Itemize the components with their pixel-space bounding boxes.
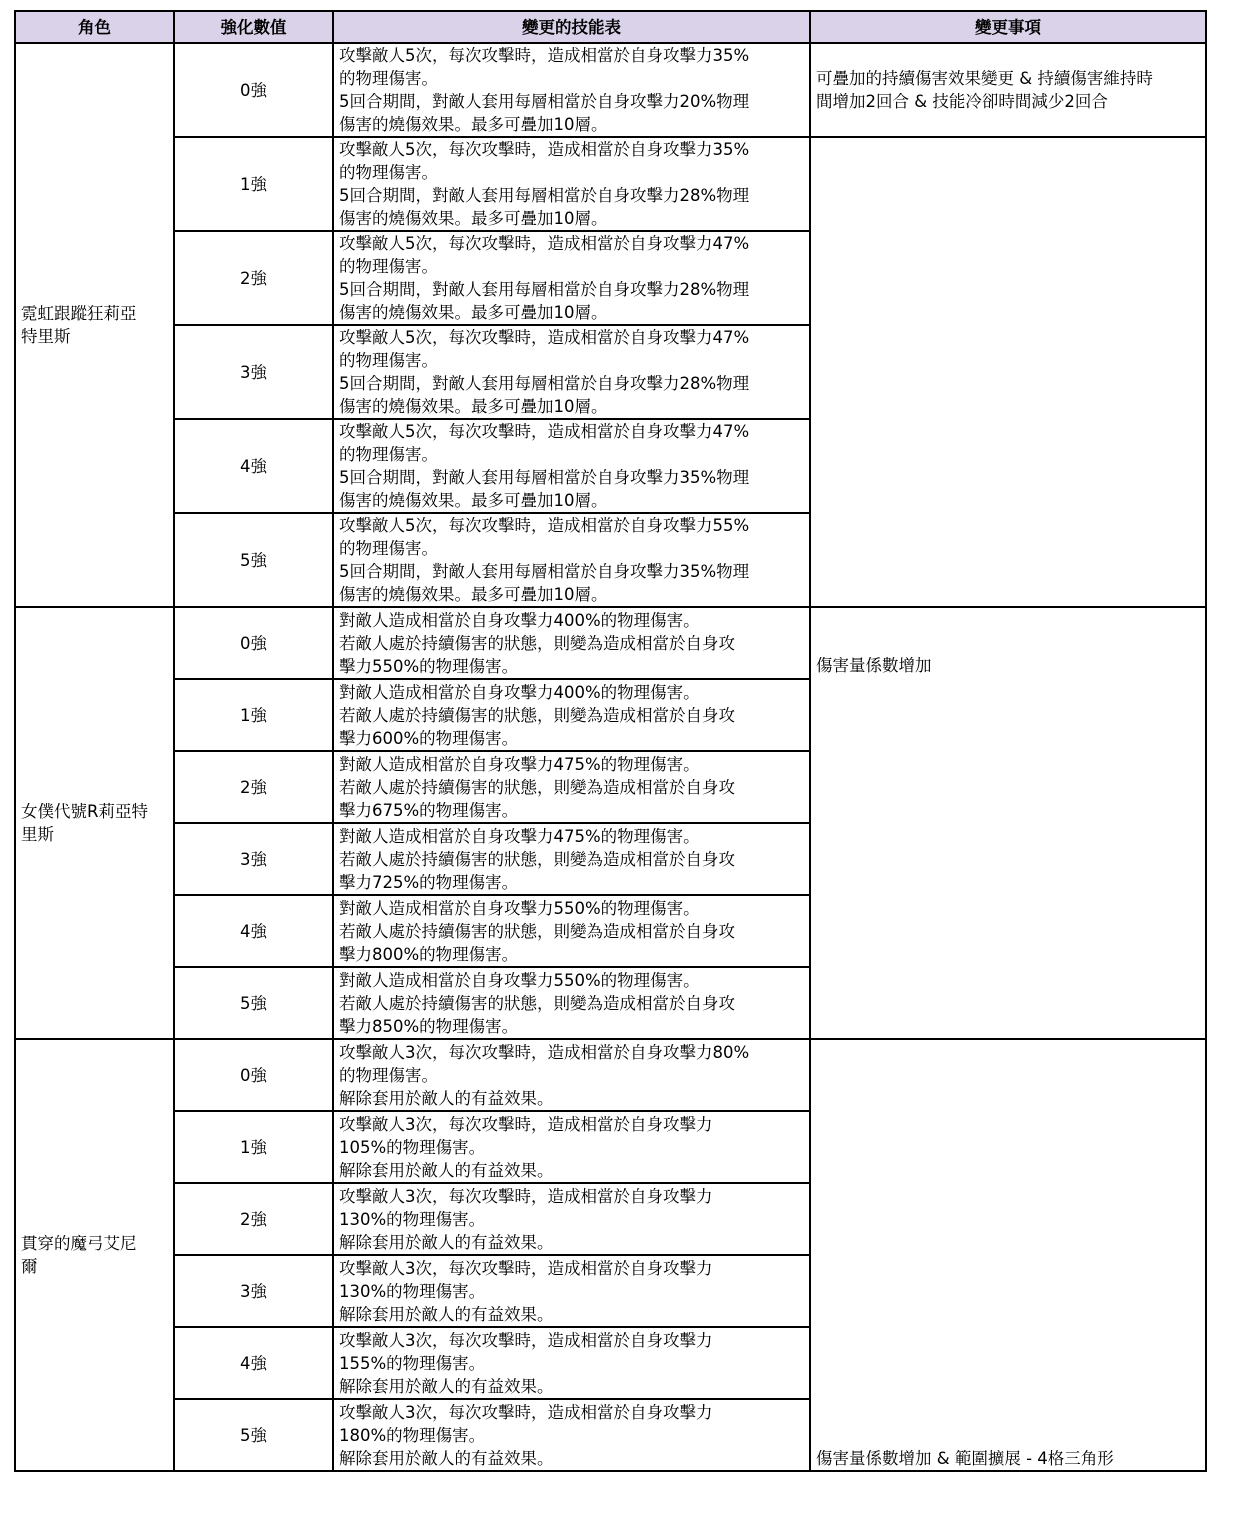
skill-cell (333, 679, 810, 751)
change-line: 間增加2回合 & 技能冷卻時間減少2回合 (816, 92, 1108, 111)
skill-line: 攻擊敵人3次，每次攻擊時，造成相當於自身攻擊力 (339, 1114, 713, 1134)
level-cell: 0強 (174, 1039, 333, 1111)
skill-line: 130%的物理傷害。 (339, 1281, 486, 1301)
skill-line: 對敵人造成相當於自身攻擊力475%的物理傷害。 (339, 754, 700, 774)
skill-line: 擊力600%的物理傷害。 (339, 728, 519, 748)
level-cell: 3強 (174, 1255, 333, 1327)
skill-line: 攻擊敵人3次，每次攻擊時，造成相當於自身攻擊力 (339, 1186, 713, 1206)
skill-line: 傷害的燒傷效果。最多可疊加10層。 (339, 115, 608, 134)
skill-cell (333, 1111, 810, 1183)
skill-line: 若敵人處於持續傷害的狀態，則變為造成相當於自身攻 (339, 921, 735, 941)
change-cell (810, 607, 1206, 1039)
skill-cell (333, 751, 810, 823)
character-name-line: 爾 (21, 1257, 38, 1276)
header-skill: 變更的技能表 (333, 11, 810, 43)
skill-line: 傷害的燒傷效果。最多可疊加10層。 (339, 491, 608, 510)
level-cell: 1強 (174, 679, 333, 751)
level-cell: 2強 (174, 231, 333, 325)
character-name-line: 里斯 (21, 825, 54, 844)
level-cell: 2強 (174, 1183, 333, 1255)
character-name-line: 霓虹跟蹤狂莉亞 (21, 304, 137, 323)
skill-line: 擊力675%的物理傷害。 (339, 800, 519, 820)
change-line: 傷害量係數增加 (816, 656, 932, 675)
skill-line: 擊力850%的物理傷害。 (339, 1016, 519, 1036)
skill-line: 攻擊敵人5次，每次攻擊時，造成相當於自身攻擊力47% (339, 328, 750, 347)
skill-cell (333, 419, 810, 513)
header-row (15, 11, 1206, 43)
skill-line: 傷害的燒傷效果。最多可疊加10層。 (339, 209, 608, 228)
skill-line: 5回合期間，對敵人套用每層相當於自身攻擊力28%物理 (339, 280, 750, 299)
table-row (15, 607, 1206, 679)
skill-line: 攻擊敵人3次，每次攻擊時，造成相當於自身攻擊力 (339, 1330, 713, 1350)
level-cell: 0強 (174, 607, 333, 679)
level-cell: 0強 (174, 43, 333, 137)
skill-line: 對敵人造成相當於自身攻擊力475%的物理傷害。 (339, 826, 700, 846)
skill-line: 5回合期間，對敵人套用每層相當於自身攻擊力20%物理 (339, 92, 750, 111)
skill-cell (333, 325, 810, 419)
skill-line: 解除套用於敵人的有益效果。 (339, 1160, 554, 1180)
skill-line: 攻擊敵人5次，每次攻擊時，造成相當於自身攻擊力35% (339, 140, 750, 159)
skill-line: 5回合期間，對敵人套用每層相當於自身攻擊力35%物理 (339, 468, 750, 487)
skill-line: 對敵人造成相當於自身攻擊力550%的物理傷害。 (339, 898, 700, 918)
skill-line: 的物理傷害。 (339, 257, 438, 276)
skill-line: 若敵人處於持續傷害的狀態，則變為造成相當於自身攻 (339, 993, 735, 1013)
level-cell: 4強 (174, 895, 333, 967)
header-change: 變更事項 (810, 11, 1206, 43)
skill-line: 攻擊敵人3次，每次攻擊時，造成相當於自身攻擊力80% (339, 1042, 750, 1062)
skill-line: 攻擊敵人3次，每次攻擊時，造成相當於自身攻擊力 (339, 1258, 713, 1278)
skill-line: 對敵人造成相當於自身攻擊力400%的物理傷害。 (339, 610, 700, 630)
skill-line: 的物理傷害。 (339, 351, 438, 370)
header-character: 角色 (15, 11, 174, 43)
skill-line: 的物理傷害。 (339, 69, 438, 88)
skill-line: 的物理傷害。 (339, 539, 438, 558)
character-name-line: 特里斯 (21, 327, 71, 346)
level-cell: 3強 (174, 823, 333, 895)
skill-line: 若敵人處於持續傷害的狀態，則變為造成相當於自身攻 (339, 633, 735, 653)
skill-line: 180%的物理傷害。 (339, 1425, 486, 1445)
change-line: 可疊加的持續傷害效果變更 & 持續傷害維持時 (816, 69, 1153, 88)
skill-line: 5回合期間，對敵人套用每層相當於自身攻擊力28%物理 (339, 374, 750, 393)
skill-line: 解除套用於敵人的有益效果。 (339, 1448, 554, 1468)
skill-cell (333, 513, 810, 607)
table-row (15, 1039, 1206, 1111)
skill-line: 解除套用於敵人的有益效果。 (339, 1304, 554, 1324)
skill-line: 攻擊敵人3次，每次攻擊時，造成相當於自身攻擊力 (339, 1402, 713, 1422)
table-row (15, 43, 1206, 137)
level-cell: 4強 (174, 419, 333, 513)
character-name-line: 女僕代號R莉亞特 (21, 802, 148, 821)
skill-cell (333, 1039, 810, 1111)
skill-cell (333, 895, 810, 967)
skill-cell (333, 607, 810, 679)
skill-line: 105%的物理傷害。 (339, 1137, 486, 1157)
skill-line: 5回合期間，對敵人套用每層相當於自身攻擊力35%物理 (339, 562, 750, 581)
table-row (15, 137, 1206, 231)
level-cell: 5強 (174, 967, 333, 1039)
skill-line: 的物理傷害。 (339, 445, 438, 464)
skill-change-table (14, 10, 1207, 1472)
skill-line: 的物理傷害。 (339, 163, 438, 182)
skill-line: 攻擊敵人5次，每次攻擊時，造成相當於自身攻擊力55% (339, 516, 750, 535)
level-cell: 1強 (174, 1111, 333, 1183)
skill-cell (333, 1255, 810, 1327)
skill-line: 解除套用於敵人的有益效果。 (339, 1376, 554, 1396)
character-name-cell (15, 1039, 174, 1471)
character-name-cell (15, 607, 174, 1039)
skill-line: 若敵人處於持續傷害的狀態，則變為造成相當於自身攻 (339, 705, 735, 725)
skill-cell (333, 1327, 810, 1399)
skill-line: 對敵人造成相當於自身攻擊力550%的物理傷害。 (339, 970, 700, 990)
skill-line: 傷害的燒傷效果。最多可疊加10層。 (339, 303, 608, 322)
skill-line: 對敵人造成相當於自身攻擊力400%的物理傷害。 (339, 682, 700, 702)
skill-cell (333, 231, 810, 325)
level-cell: 3強 (174, 325, 333, 419)
skill-line: 5回合期間，對敵人套用每層相當於自身攻擊力28%物理 (339, 186, 750, 205)
character-name-cell (15, 43, 174, 607)
skill-cell (333, 1399, 810, 1471)
skill-line: 若敵人處於持續傷害的狀態，則變為造成相當於自身攻 (339, 849, 735, 869)
skill-cell (333, 967, 810, 1039)
skill-cell (333, 1183, 810, 1255)
skill-line: 若敵人處於持續傷害的狀態，則變為造成相當於自身攻 (339, 777, 735, 797)
skill-line: 擊力800%的物理傷害。 (339, 944, 519, 964)
skill-line: 攻擊敵人5次，每次攻擊時，造成相當於自身攻擊力47% (339, 234, 750, 253)
skill-line: 解除套用於敵人的有益效果。 (339, 1088, 554, 1108)
skill-line: 擊力550%的物理傷害。 (339, 656, 519, 676)
skill-line: 傷害的燒傷效果。最多可疊加10層。 (339, 397, 608, 416)
change-cell-empty (810, 137, 1206, 607)
header-level: 強化數值 (174, 11, 333, 43)
skill-line: 155%的物理傷害。 (339, 1353, 486, 1373)
skill-cell (333, 823, 810, 895)
change-cell (810, 1039, 1206, 1471)
change-cell (810, 43, 1206, 137)
skill-line: 130%的物理傷害。 (339, 1209, 486, 1229)
skill-line: 的物理傷害。 (339, 1065, 438, 1085)
level-cell: 2強 (174, 751, 333, 823)
skill-line: 攻擊敵人5次，每次攻擊時，造成相當於自身攻擊力47% (339, 422, 750, 441)
skill-line: 解除套用於敵人的有益效果。 (339, 1232, 554, 1252)
level-cell: 5強 (174, 513, 333, 607)
level-cell: 1強 (174, 137, 333, 231)
change-line: 傷害量係數增加 & 範圍擴展 - 4格三角形 (816, 1449, 1114, 1468)
skill-line: 傷害的燒傷效果。最多可疊加10層。 (339, 585, 608, 604)
character-name-line: 貫穿的魔弓艾尼 (21, 1234, 137, 1253)
level-cell: 4強 (174, 1327, 333, 1399)
skill-cell (333, 137, 810, 231)
skill-line: 攻擊敵人5次，每次攻擊時，造成相當於自身攻擊力35% (339, 46, 750, 65)
skill-line: 擊力725%的物理傷害。 (339, 872, 519, 892)
level-cell: 5強 (174, 1399, 333, 1471)
skill-cell (333, 43, 810, 137)
